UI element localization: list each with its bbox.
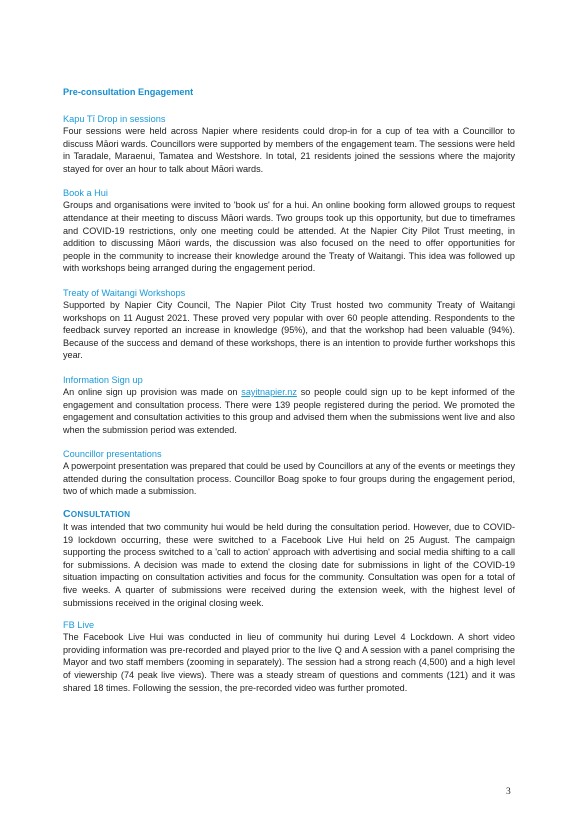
heading-consultation-rest: ONSULTATION (70, 510, 131, 520)
sayitnapier-link[interactable]: sayitnapier.nz (241, 386, 297, 397)
subheading-information-sign-up: Information Sign up (63, 374, 143, 385)
document-page (63, 86, 515, 694)
section-title-pre-consultation: Pre-consultation Engagement (63, 87, 194, 97)
paragraph-information-sign-up (63, 386, 515, 436)
paragraph-treaty-workshops: Supported by Napier City Council, The Napier Pilot City Trust hosted two community Treaty of Waitangi workshops on 11 August 2021. These proved very popular with over 60 people attending. Respondents to the feedback survey reported an increase in knowledge (95%), and that the workshop had been valuable (94%). Because of the success and demand of these workshops, there is an intention to provide further workshops this year. (63, 299, 515, 361)
paragraph-book-a-hui: Groups and organisations were invited to 'book us' for a hui. An online booking form allowed groups to request attendance at their meeting to discuss Māori wards. Two groups took up this opportunity, but due to timeframes and COVID-19 restrictions, only one meeting could be attended. At the Napier City Pilot Trust meeting, in addition to discussing Māori wards, the discussion was also focused on the need to offer opportunities for people in the community to increase their knowledge around the Treaty of Waitangi. This idea was followed up with workshops being arranged during the engagement period. (63, 200, 515, 274)
section-fb-live (63, 619, 515, 694)
paragraph-fb-live: The Facebook Live Hui was conducted in lieu of community hui during Level 4 Lockdown. A short video providing information was pre-recorded and played prior to the live Q and A session with a panel comprising the Mayor and two staff members (zooming in separately). The session had a strong reach (4,500) and a high level of viewership (74 peak live views). There was a steady stream of questions and comments (121) and it was shared 18 times. Following the session, the pre-recorded video was further promoted. (63, 632, 515, 693)
section-councillor-presentations (63, 448, 515, 498)
subheading-fb-live: FB Live (63, 620, 95, 631)
subheading-book-a-hui: Book a Hui (63, 188, 108, 199)
section-kapu-ti (63, 113, 515, 175)
section-information-sign-up (63, 374, 515, 436)
subheading-kapu-ti: Kapu Tī Drop in sessions (63, 114, 166, 124)
subheading-councillor-presentations: Councillor presentations (63, 449, 162, 460)
paragraph-consultation: It was intended that two community hui would be held during the consultation period. However, due to COVID-19 lockdown occurring, these were switched to a Facebook Live Hui held on 25 August. The campaign supporting the process switched to a 'call to action' approach with advertising and social media shifting to a call for submissions. A decision was made to extend the closing date for submissions in light of the COVID-19 situation impacting on consultation activities and focus for the community. Consultation was open for a total of five weeks. A quarter of submissions were received during the extension week, with the highest level of submissions received in the original closing week. (63, 522, 515, 608)
heading-consultation (63, 508, 515, 521)
section-treaty-workshops (63, 287, 515, 362)
section-book-a-hui (63, 187, 515, 275)
paragraph-councillor-presentations: A powerpoint presentation was prepared that could be used by Councillors at any of the events or meetings they attended during the consultation process. Councillor Boag spoke to four groups during the engagement period, two of which made a submission. (63, 461, 515, 497)
page-number: 3 (506, 787, 511, 797)
paragraph-kapu-ti: Four sessions were held across Napier where residents could drop-in for a cup of tea with a Councillor to discuss Māori wards. Councillors were supported by members of the engagement team. The sessions were held in Taradale, Maraenui, Tamatea and Westshore. In total, 21 residents joined the sessions where the majority stayed for over an hour to talk about Māori wards. (63, 126, 515, 174)
section-consultation (63, 508, 515, 609)
paragraph-text-before-link: An online sign up provision was made on (63, 386, 242, 397)
paragraph-text-after-link: so people could sign up to be kept informed of the engagement and consultation process. There were 139 people registered during the period. We promoted the engagement and consultation activities to this group and advised them when the submissions went live and also when the submission period was extended. (63, 386, 515, 435)
subheading-treaty-workshops: Treaty of Waitangi Workshops (63, 287, 186, 298)
heading-consultation-initial: C (63, 508, 71, 521)
